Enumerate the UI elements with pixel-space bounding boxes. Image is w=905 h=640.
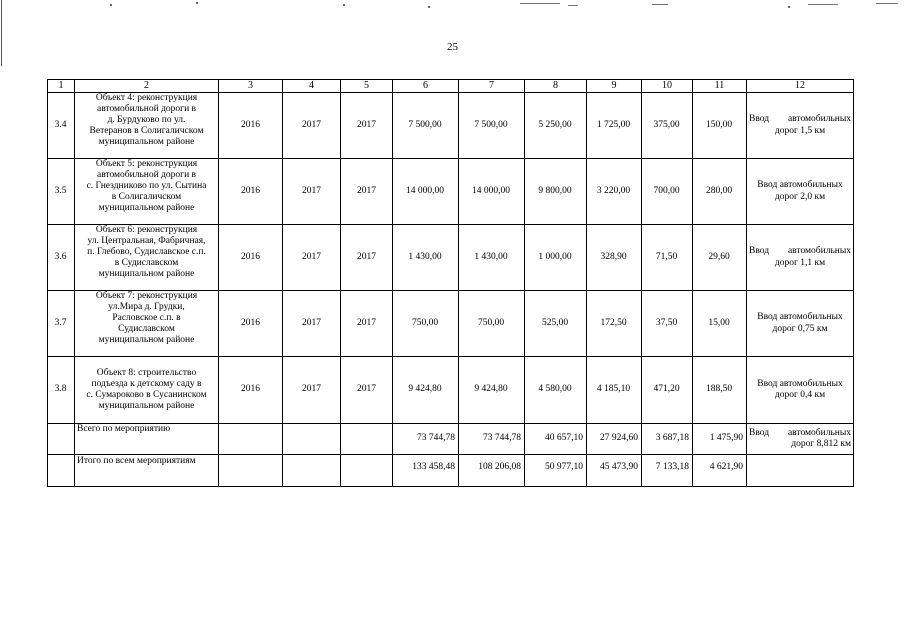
total-col11: 1 475,90 (693, 424, 747, 455)
object-description-line: в Судиславском (114, 258, 179, 269)
result-line: Ввод автомобильных (749, 114, 851, 125)
result-line: дорог 0,75 км (772, 323, 828, 334)
total-col6: 73 744,78 (393, 424, 459, 455)
object-description-line: Судиславском (118, 324, 175, 335)
cell-col10: 700,00 (642, 159, 693, 225)
column-numbers-row (48, 80, 854, 93)
column-header: 1 (48, 80, 75, 93)
total-col7: 73 744,78 (459, 424, 525, 455)
object-description-line: муниципальном районе (98, 203, 195, 214)
cell-col7: 750,00 (459, 291, 525, 357)
cell-col5: 2017 (341, 225, 393, 291)
object-description-line: Ветеранов в Солигаличском (89, 126, 204, 137)
column-header: 9 (587, 80, 642, 93)
result-line: дорог 8,812 км (791, 439, 851, 449)
cell-col4: 2017 (283, 357, 341, 424)
cell-col9: 328,90 (587, 225, 642, 291)
result-line: дорог 1,5 км (774, 125, 826, 136)
scan-mark (808, 4, 838, 5)
result-line: Ввод автомобильных (749, 427, 851, 438)
total-result-cell (747, 424, 854, 455)
result-cell (747, 93, 854, 159)
cell-col5: 2017 (341, 357, 393, 424)
cell-col11: 280,00 (693, 159, 747, 225)
column-header: 7 (459, 80, 525, 93)
object-description-line: Объект 7: реконструкция (95, 291, 198, 301)
cell-col4: 2017 (283, 159, 341, 225)
scan-dot (788, 6, 790, 8)
cell-col5: 2017 (341, 93, 393, 159)
cell-col10: 471,20 (642, 357, 693, 424)
empty-cell (283, 455, 341, 487)
grand-total-col8: 50 977,10 (525, 455, 587, 487)
grand-total-col9: 45 473,90 (587, 455, 642, 487)
object-description-line: ул. Центральная, Фабричная, (87, 236, 206, 247)
result-line: Ввод автомобильных (757, 180, 843, 191)
empty-cell (283, 424, 341, 455)
cell-col7: 9 424,80 (459, 357, 525, 424)
row-number: 3.8 (48, 357, 75, 424)
object-description-line: ул.Мира д. Грудки, (108, 302, 185, 313)
cell-col11: 15,00 (693, 291, 747, 357)
cell-col3: 2016 (219, 225, 283, 291)
cell-col5: 2017 (341, 159, 393, 225)
grand-total-label: Итого по всем мероприятиям (75, 455, 219, 487)
object-description-line: автомобильной дороги в (96, 104, 197, 115)
result-cell (747, 291, 854, 357)
scan-dot (343, 4, 345, 6)
object-description (75, 159, 219, 225)
total-col10: 3 687,18 (642, 424, 693, 455)
column-header: 3 (219, 80, 283, 93)
cell-col10: 37,50 (642, 291, 693, 357)
result-line: Ввод автомобильных (749, 246, 851, 257)
cell-col6: 9 424,80 (393, 357, 459, 424)
total-col8: 40 657,10 (525, 424, 587, 455)
table-row (48, 357, 854, 424)
result-line: Ввод автомобильных (757, 378, 843, 389)
cell-col4: 2017 (283, 93, 341, 159)
scan-dot (110, 4, 112, 6)
table-body (48, 80, 854, 487)
result-line: Ввод автомобильных (757, 312, 843, 323)
table-row (48, 159, 854, 225)
empty-cell (219, 424, 283, 455)
column-header: 4 (283, 80, 341, 93)
object-description-line: муниципальном районе (98, 335, 195, 346)
cell-col9: 4 185,10 (587, 357, 642, 424)
grand-total-col11: 4 621,90 (693, 455, 747, 487)
table-row (48, 225, 854, 291)
total-col9: 27 924,60 (587, 424, 642, 455)
events-table (47, 79, 854, 487)
cell-col6: 7 500,00 (393, 93, 459, 159)
empty-cell (48, 424, 75, 455)
object-description-line: Объект 6: реконструкция (95, 225, 198, 235)
grand-total-col10: 7 133,18 (642, 455, 693, 487)
row-number: 3.4 (48, 93, 75, 159)
cell-col6: 1 430,00 (393, 225, 459, 291)
object-description-line: с. Гнездниково по ул. Сытина (86, 181, 207, 192)
object-description-line: автомобильной дороги в (96, 170, 197, 181)
result-cell (747, 357, 854, 424)
empty-cell (341, 424, 393, 455)
object-description (75, 291, 219, 357)
cell-col3: 2016 (219, 159, 283, 225)
cell-col11: 188,50 (693, 357, 747, 424)
cell-col8: 525,00 (525, 291, 587, 357)
cell-col9: 1 725,00 (587, 93, 642, 159)
cell-col8: 5 250,00 (525, 93, 587, 159)
cell-col10: 375,00 (642, 93, 693, 159)
cell-col7: 1 430,00 (459, 225, 525, 291)
column-header: 8 (525, 80, 587, 93)
object-description (75, 357, 219, 424)
cell-col9: 3 220,00 (587, 159, 642, 225)
empty-cell (747, 455, 854, 487)
column-header: 11 (693, 80, 747, 93)
column-header: 12 (747, 80, 854, 93)
cell-col3: 2016 (219, 291, 283, 357)
result-cell (747, 225, 854, 291)
cell-col8: 4 580,00 (525, 357, 587, 424)
scan-mark (520, 3, 560, 4)
cell-col3: 2016 (219, 93, 283, 159)
object-description-line: муниципальном районе (98, 269, 195, 280)
column-header: 6 (393, 80, 459, 93)
cell-col7: 14 000,00 (459, 159, 525, 225)
column-header: 5 (341, 80, 393, 93)
cell-col9: 172,50 (587, 291, 642, 357)
object-description-line: муниципальном районе (98, 401, 195, 412)
object-description-line: с. Сумароково в Сусанинском (86, 390, 207, 400)
grand-total-col7: 108 206,08 (459, 455, 525, 487)
scan-mark (652, 4, 668, 5)
object-description-line: в Солигаличском (111, 192, 182, 203)
row-number: 3.5 (48, 159, 75, 225)
scan-mark (876, 3, 898, 4)
grand-total-row (48, 455, 854, 487)
cell-col4: 2017 (283, 291, 341, 357)
row-number: 3.6 (48, 225, 75, 291)
cell-col5: 2017 (341, 291, 393, 357)
object-description-line: Расловское с.п. в (112, 313, 181, 324)
table-row (48, 93, 854, 159)
result-cell (747, 159, 854, 225)
object-description-line: Объект 5: реконструкция (95, 159, 198, 169)
object-description (75, 225, 219, 291)
scan-left-edge (1, 0, 2, 66)
empty-cell (341, 455, 393, 487)
cell-col7: 7 500,00 (459, 93, 525, 159)
cell-col11: 29,60 (693, 225, 747, 291)
result-line: дорог 2,0 км (774, 191, 826, 202)
result-line: дорог 0,4 км (774, 390, 826, 400)
object-description-line: п. Глебово, Судиславское с.п. (87, 247, 206, 258)
cell-col4: 2017 (283, 225, 341, 291)
scan-dot (196, 2, 198, 4)
object-description-line: д. Бурдуково по ул. (107, 115, 186, 126)
cell-col8: 9 800,00 (525, 159, 587, 225)
page-number: 25 (447, 41, 458, 53)
cell-col8: 1 000,00 (525, 225, 587, 291)
total-label: Всего по мероприятию (75, 424, 219, 455)
cell-col10: 71,50 (642, 225, 693, 291)
object-description-line: подъезда к детскому саду в (91, 378, 202, 389)
object-description (75, 93, 219, 159)
cell-col3: 2016 (219, 357, 283, 424)
object-description-line: муниципальном районе (98, 137, 195, 148)
object-description-line: Объект 4: реконструкция (95, 93, 198, 103)
cell-col6: 14 000,00 (393, 159, 459, 225)
grand-total-col6: 133 458,48 (393, 455, 459, 487)
cell-col11: 150,00 (693, 93, 747, 159)
object-description-line: Объект 8: строительство (96, 367, 197, 378)
empty-cell (48, 455, 75, 487)
column-header: 2 (75, 80, 219, 93)
cell-col6: 750,00 (393, 291, 459, 357)
result-line: дорог 1,1 км (774, 257, 826, 268)
empty-cell (219, 455, 283, 487)
table-row (48, 291, 854, 357)
total-row (48, 424, 854, 455)
column-header: 10 (642, 80, 693, 93)
scan-mark (568, 5, 578, 6)
scan-dot (428, 6, 430, 8)
row-number: 3.7 (48, 291, 75, 357)
